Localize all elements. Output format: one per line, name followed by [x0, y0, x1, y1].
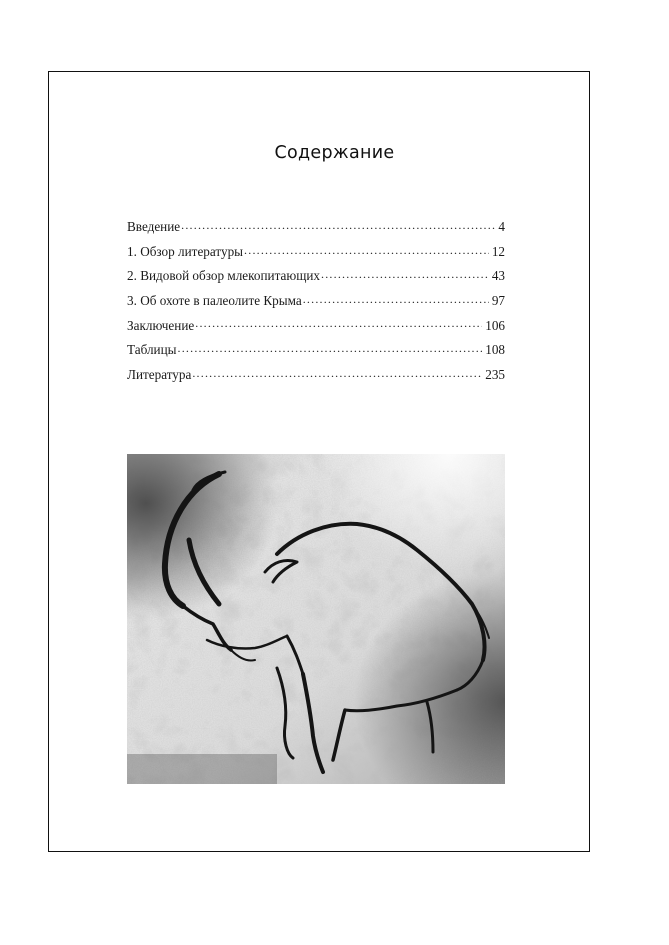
toc-entry-references[interactable] [127, 366, 505, 391]
toc-leader-dots [181, 218, 495, 231]
toc-entry-page: 97 [491, 292, 505, 308]
toc-entry-species-review[interactable] [127, 267, 505, 292]
toc-entry-label: Заключение [127, 317, 195, 333]
toc-entry-page: 12 [491, 243, 505, 259]
toc-leader-dots [244, 243, 489, 256]
toc-entry-page: 235 [485, 366, 505, 382]
toc-entry-label: Литература [127, 366, 192, 382]
toc-leader-dots [192, 366, 482, 379]
toc-leader-dots [321, 267, 489, 280]
toc-entry-label: 1. Обзор литературы [127, 243, 244, 259]
page-title: Содержание [274, 143, 395, 163]
toc-entry-label: 2. Видовой обзор млекопитающих [127, 268, 321, 284]
toc-entry-page: 106 [485, 317, 505, 333]
toc-entry-label: Введение [127, 219, 181, 235]
toc-entry-hunting[interactable] [127, 292, 505, 317]
toc-leader-dots [303, 292, 489, 305]
toc-entry-introduction[interactable] [127, 218, 505, 243]
toc-entry-literature-review[interactable] [127, 243, 505, 268]
toc-entry-page: 4 [498, 219, 505, 235]
toc-entry-page: 108 [485, 342, 505, 358]
toc-entry-tables[interactable] [127, 341, 505, 366]
toc-entry-label: Таблицы [127, 342, 177, 358]
rhinoceros-drawing [127, 454, 505, 784]
toc-leader-dots [195, 316, 482, 329]
cave-painting-illustration [127, 454, 505, 784]
toc-entry-page: 43 [491, 268, 505, 284]
toc-entry-label: 3. Об охоте в палеолите Крыма [127, 292, 302, 308]
toc-entry-conclusion[interactable] [127, 316, 505, 341]
table-of-contents [127, 218, 505, 390]
toc-leader-dots [178, 341, 483, 354]
